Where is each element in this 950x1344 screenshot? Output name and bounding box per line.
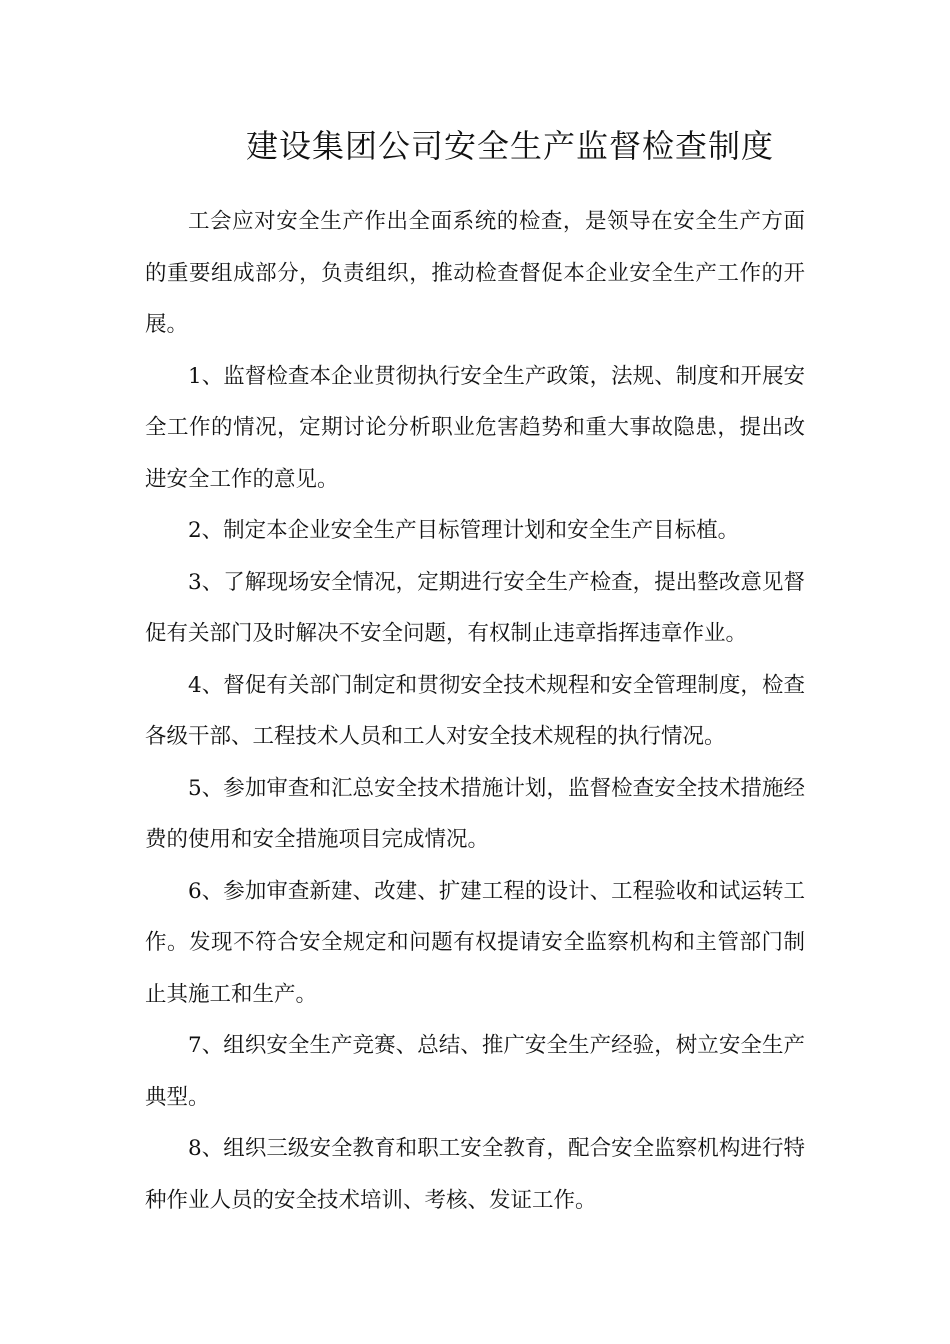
paragraph-item-7: 7、组织安全生产竞赛、总结、推广安全生产经验，树立安全生产典型。: [145, 1033, 805, 1110]
document-title: 建设集团公司安全生产监督检查制度: [245, 127, 774, 165]
paragraph-item-5: 5、参加审查和汇总安全技术措施计划，监督检查安全技术措施经费的使用和安全措施项目完成情况。: [145, 775, 805, 852]
paragraph-item-1: 1、监督检查本企业贯彻执行安全生产政策，法规、制度和开展安全工作的情况，定期讨论分析职业危害趋势和重大事故隐患，提出改进安全工作的意见。: [145, 363, 805, 492]
paragraph-item-4: 4、督促有关部门制定和贯彻安全技术规程和安全管理制度，检查各级干部、工程技术人员和工人对安全技术规程的执行情况。: [145, 672, 805, 749]
paragraph-item-2: 2、制定本企业安全生产目标管理计划和安全生产目标植。: [188, 518, 740, 543]
paragraph-intro: 工会应对安全生产作出全面系统的检查，是领导在安全生产方面的重要组成部分，负责组织，推动检查督促本企业安全生产工作的开展。: [145, 209, 805, 337]
document-body: [145, 196, 805, 1226]
paragraph-item-3: 3、了解现场安全情况，定期进行安全生产检查，提出整改意见督促有关部门及时解决不安全问题，有权制止违章指挥违章作业。: [145, 569, 805, 646]
paragraph-item-6: 6、参加审查新建、改建、扩建工程的设计、工程验收和试运转工作。发现不符合安全规定和问题有权提请安全监察机构和主管部门制止其施工和生产。: [145, 878, 805, 1007]
paragraph-item-8: 8、组织三级安全教育和职工安全教育，配合安全监察机构进行特种作业人员的安全技术培训、考核、发证工作。: [145, 1136, 805, 1213]
